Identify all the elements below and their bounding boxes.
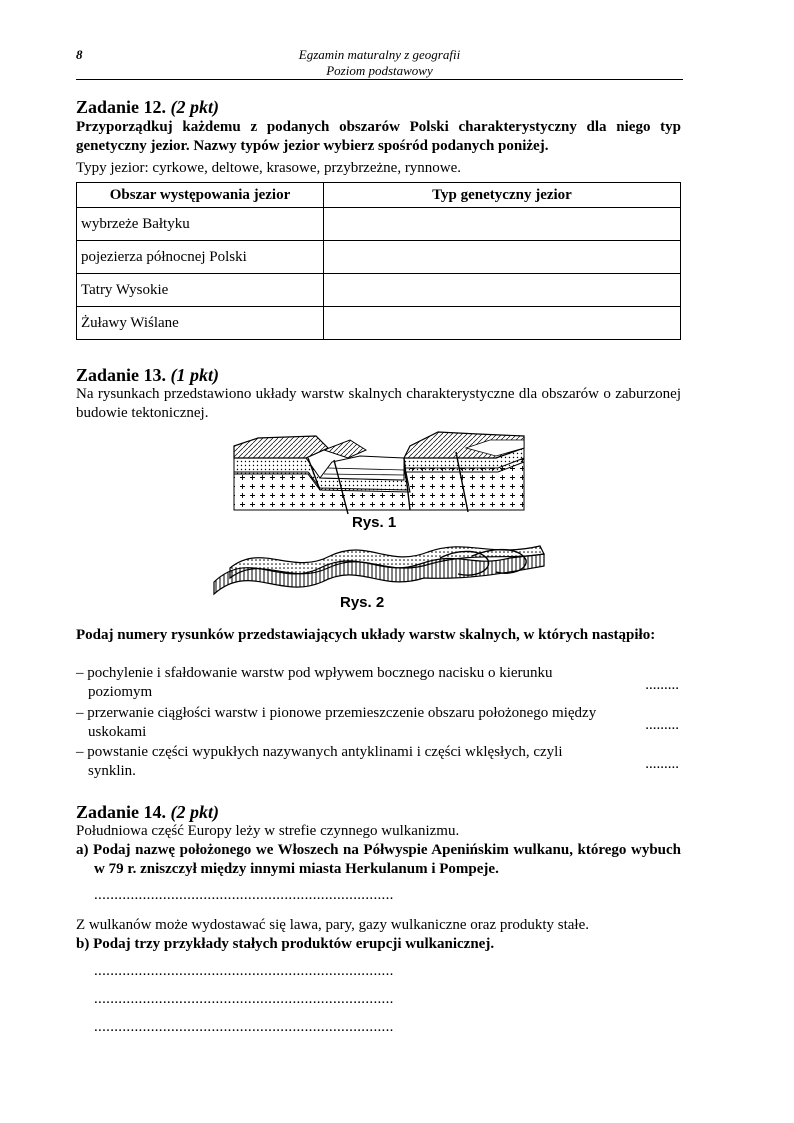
area-cell: wybrzeże Bałtyku bbox=[77, 208, 324, 241]
header-title: Egzamin maturalny z geografii bbox=[298, 47, 461, 62]
task13-points: (1 pkt) bbox=[170, 365, 220, 385]
task13-heading: Zadanie 13. bbox=[76, 365, 167, 385]
task14-part-b: b) Podaj trzy przykłady stałych produktów erupcji wulkanicznej. bbox=[76, 936, 495, 952]
task13-item-text: – pochylenie i sfałdowanie warstw pod wpływem bocznego nacisku o kierunku poziomym bbox=[76, 665, 553, 700]
answer-line-b[interactable]: .......................................................................... bbox=[94, 1019, 394, 1035]
task13-answer-field[interactable]: ......... bbox=[645, 717, 679, 733]
table-header-row bbox=[77, 183, 681, 208]
header-level: Poziom podstawowy bbox=[326, 63, 433, 78]
table-header-cell: Obszar występowania jezior bbox=[77, 183, 324, 208]
page-header bbox=[76, 47, 683, 79]
table-row bbox=[77, 208, 681, 241]
fault-block-figure bbox=[228, 428, 530, 516]
task13-answer-field[interactable]: ......... bbox=[645, 677, 679, 693]
task13-item-text: – przerwanie ciągłości warstw i pionowe przemieszczenie obszaru położonego między uskokami bbox=[76, 705, 597, 740]
answer-cell[interactable] bbox=[324, 208, 681, 241]
answer-line-a[interactable]: .......................................................................... bbox=[94, 887, 394, 903]
task13-question: Podaj numery rysunków przedstawiających układy warstw skalnych, w których nastąpiło: bbox=[76, 627, 656, 643]
table-row bbox=[77, 307, 681, 340]
task12-instruction: Przyporządkuj każdemu z podanych obszarów Polski charakterystyczny dla niego typ genetyczny jezior. Nazwy typów jezior wybierz spośród podanych poniżej. bbox=[76, 119, 681, 154]
figure2-label: Rys. 2 bbox=[340, 594, 385, 611]
lakes-table bbox=[76, 182, 681, 340]
task14-part-a: a) Podaj nazwę położonego we Włoszech na Półwyspie Apenińskim wulkanu, którego wybuch w 79 r. zniszczył między innymi miasta Herkulanum i Pompeje. bbox=[76, 842, 681, 877]
task14-intro: Południowa część Europy leży w strefie czynnego wulkanizmu. bbox=[76, 823, 460, 839]
task13-title bbox=[76, 364, 681, 386]
task14-heading: Zadanie 14. bbox=[76, 802, 167, 822]
task13-item bbox=[76, 743, 681, 783]
area-cell: Tatry Wysokie bbox=[77, 274, 324, 307]
task12-points: (2 pkt) bbox=[170, 97, 220, 117]
task13-item bbox=[76, 704, 681, 744]
task12-heading: Zadanie 12. bbox=[76, 97, 167, 117]
answer-line-b[interactable]: .......................................................................... bbox=[94, 963, 394, 979]
task14-points: (2 pkt) bbox=[170, 802, 220, 822]
area-cell: pojezierza północnej Polski bbox=[77, 241, 324, 274]
area-cell: Żuławy Wiślane bbox=[77, 307, 324, 340]
page-number: 8 bbox=[76, 47, 83, 62]
table-row bbox=[77, 274, 681, 307]
answer-cell[interactable] bbox=[324, 307, 681, 340]
task14-intro-b: Z wulkanów może wydostawać się lawa, pary, gazy wulkaniczne oraz produkty stałe. bbox=[76, 917, 590, 933]
task14-title bbox=[76, 801, 681, 823]
header-rule bbox=[76, 79, 683, 80]
task13-answer-field[interactable]: ......... bbox=[645, 756, 679, 772]
table-header-cell: Typ genetyczny jezior bbox=[324, 183, 681, 208]
answer-cell[interactable] bbox=[324, 274, 681, 307]
answer-line-b[interactable]: .......................................................................... bbox=[94, 991, 394, 1007]
table-row bbox=[77, 241, 681, 274]
task12-types: Typy jezior: cyrkowe, deltowe, krasowe, przybrzeżne, rynnowe. bbox=[76, 160, 462, 176]
folded-strata-figure bbox=[210, 538, 550, 596]
answer-cell[interactable] bbox=[324, 241, 681, 274]
task12-title bbox=[76, 96, 681, 118]
task13-item-text: – powstanie części wypukłych nazywanych antyklinami i części wklęsłych, czyli synklin. bbox=[76, 744, 563, 779]
figure1-label: Rys. 1 bbox=[352, 514, 397, 531]
task13-intro: Na rysunkach przedstawiono układy warstw skalnych charakterystyczne dla obszarów o zaburzonej budowie tektonicznej. bbox=[76, 386, 681, 421]
task13-item bbox=[76, 664, 681, 704]
